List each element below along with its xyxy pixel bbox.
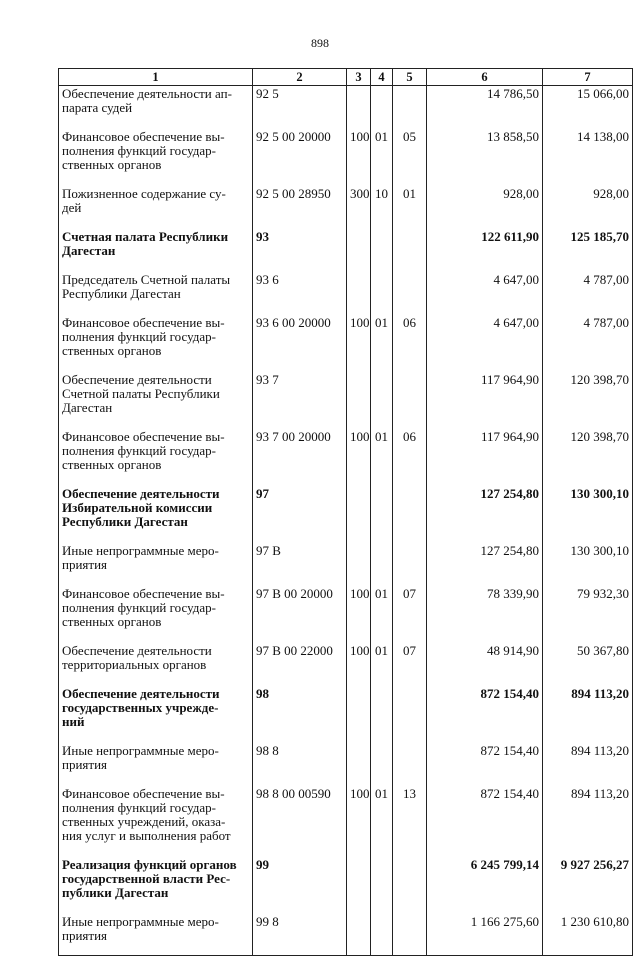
table-row — [59, 743, 633, 786]
row-pr-cell — [393, 229, 427, 272]
row-rz-cell: 01 — [371, 429, 393, 486]
row-value-2025-cell: 894 113,20 — [543, 786, 633, 857]
row-name-cell: Финансовое обеспечение вы- полнения функций государ- ственных органов — [59, 429, 253, 486]
row-name-cell: Счетная палата Республики Дагестан — [59, 229, 253, 272]
row-vr-cell: 100 — [347, 429, 371, 486]
row-vr-cell — [347, 743, 371, 786]
header-col-2: 2 — [253, 69, 347, 86]
row-value-2025-cell: 79 932,30 — [543, 586, 633, 643]
row-vr-cell — [347, 543, 371, 586]
row-name-cell: Финансовое обеспечение вы- полнения функций государ- ственных органов — [59, 315, 253, 372]
row-name-cell: Обеспечение деятельности ап- парата судей — [59, 86, 253, 130]
table-row — [59, 586, 633, 643]
table-row — [59, 86, 633, 130]
row-vr-cell — [347, 486, 371, 543]
row-code-cell: 93 6 — [253, 272, 347, 315]
table-row — [59, 429, 633, 486]
row-value-2025-cell: 894 113,20 — [543, 743, 633, 786]
row-value-2025-cell: 50 367,80 — [543, 643, 633, 686]
row-rz-cell — [371, 686, 393, 743]
row-name-cell: Председатель Счетной палаты Республики Дагестан — [59, 272, 253, 315]
row-pr-cell — [393, 372, 427, 429]
row-rz-cell — [371, 86, 393, 130]
row-code-cell: 92 5 00 20000 — [253, 129, 347, 186]
row-vr-cell: 100 — [347, 586, 371, 643]
row-pr-cell: 01 — [393, 186, 427, 229]
row-rz-cell — [371, 857, 393, 914]
header-col-1: 1 — [59, 69, 253, 86]
row-pr-cell — [393, 686, 427, 743]
row-vr-cell: 300 — [347, 186, 371, 229]
row-vr-cell — [347, 229, 371, 272]
row-name-cell: Иные непрограммные меро- приятия — [59, 914, 253, 956]
row-code-cell: 97 В — [253, 543, 347, 586]
row-vr-cell: 100 — [347, 643, 371, 686]
row-name-cell: Финансовое обеспечение вы- полнения функций государ- ственных учреждений, оказа- ния услуг и выполнения работ — [59, 786, 253, 857]
row-value-2025-cell: 4 787,00 — [543, 272, 633, 315]
table-row — [59, 315, 633, 372]
row-rz-cell — [371, 372, 393, 429]
row-name-cell: Финансовое обеспечение вы- полнения функций государ- ственных органов — [59, 129, 253, 186]
header-row — [59, 69, 633, 86]
row-vr-cell — [347, 686, 371, 743]
header-col-5: 5 — [393, 69, 427, 86]
row-value-2025-cell: 894 113,20 — [543, 686, 633, 743]
row-pr-cell: 13 — [393, 786, 427, 857]
row-pr-cell — [393, 543, 427, 586]
row-pr-cell: 07 — [393, 643, 427, 686]
row-value-2024-cell: 4 647,00 — [427, 272, 543, 315]
table-row — [59, 272, 633, 315]
row-value-2024-cell: 122 611,90 — [427, 229, 543, 272]
row-pr-cell: 05 — [393, 129, 427, 186]
row-rz-cell — [371, 486, 393, 543]
row-value-2024-cell: 13 858,50 — [427, 129, 543, 186]
row-rz-cell — [371, 229, 393, 272]
row-code-cell: 92 5 — [253, 86, 347, 130]
row-value-2024-cell: 14 786,50 — [427, 86, 543, 130]
row-value-2024-cell: 928,00 — [427, 186, 543, 229]
row-value-2025-cell: 928,00 — [543, 186, 633, 229]
row-vr-cell — [347, 914, 371, 956]
row-value-2024-cell: 78 339,90 — [427, 586, 543, 643]
row-vr-cell: 100 — [347, 786, 371, 857]
row-rz-cell — [371, 272, 393, 315]
row-rz-cell — [371, 914, 393, 956]
row-code-cell: 93 7 — [253, 372, 347, 429]
table-body — [59, 86, 633, 956]
row-vr-cell — [347, 857, 371, 914]
row-value-2024-cell: 127 254,80 — [427, 543, 543, 586]
row-vr-cell — [347, 272, 371, 315]
row-value-2025-cell: 130 300,10 — [543, 543, 633, 586]
row-code-cell: 93 7 00 20000 — [253, 429, 347, 486]
row-value-2025-cell: 14 138,00 — [543, 129, 633, 186]
row-value-2025-cell: 120 398,70 — [543, 429, 633, 486]
row-rz-cell: 01 — [371, 315, 393, 372]
row-value-2024-cell: 117 964,90 — [427, 429, 543, 486]
row-value-2025-cell: 15 066,00 — [543, 86, 633, 130]
row-pr-cell — [393, 857, 427, 914]
row-code-cell: 97 — [253, 486, 347, 543]
table-row — [59, 786, 633, 857]
row-name-cell: Финансовое обеспечение вы- полнения функций государ- ственных органов — [59, 586, 253, 643]
row-rz-cell — [371, 743, 393, 786]
row-value-2025-cell: 1 230 610,80 — [543, 914, 633, 956]
table-row — [59, 372, 633, 429]
table-row — [59, 686, 633, 743]
table-row — [59, 486, 633, 543]
row-pr-cell — [393, 914, 427, 956]
table-row — [59, 857, 633, 914]
row-pr-cell: 06 — [393, 315, 427, 372]
table-row — [59, 129, 633, 186]
row-pr-cell: 07 — [393, 586, 427, 643]
row-name-cell: Реализация функций органов государственной власти Рес- публики Дагестан — [59, 857, 253, 914]
row-value-2025-cell: 9 927 256,27 — [543, 857, 633, 914]
row-value-2024-cell: 48 914,90 — [427, 643, 543, 686]
row-vr-cell: 100 — [347, 129, 371, 186]
row-code-cell: 93 — [253, 229, 347, 272]
row-name-cell: Пожизненное содержание су- дей — [59, 186, 253, 229]
row-rz-cell: 01 — [371, 643, 393, 686]
row-rz-cell — [371, 543, 393, 586]
row-value-2024-cell: 4 647,00 — [427, 315, 543, 372]
row-code-cell: 98 8 00 00590 — [253, 786, 347, 857]
row-code-cell: 92 5 00 28950 — [253, 186, 347, 229]
row-value-2024-cell: 6 245 799,14 — [427, 857, 543, 914]
row-value-2025-cell: 130 300,10 — [543, 486, 633, 543]
row-name-cell: Обеспечение деятельности Счетной палаты Республики Дагестан — [59, 372, 253, 429]
row-rz-cell: 01 — [371, 586, 393, 643]
table-row — [59, 543, 633, 586]
table-row — [59, 229, 633, 272]
row-code-cell: 93 6 00 20000 — [253, 315, 347, 372]
row-value-2024-cell: 872 154,40 — [427, 686, 543, 743]
table-row — [59, 914, 633, 956]
row-vr-cell: 100 — [347, 315, 371, 372]
header-col-6: 6 — [427, 69, 543, 86]
row-name-cell: Обеспечение деятельности государственных учрежде- ний — [59, 686, 253, 743]
table-row — [59, 186, 633, 229]
row-value-2024-cell: 117 964,90 — [427, 372, 543, 429]
row-value-2024-cell: 872 154,40 — [427, 786, 543, 857]
row-code-cell: 97 В 00 22000 — [253, 643, 347, 686]
row-pr-cell — [393, 272, 427, 315]
row-code-cell: 99 — [253, 857, 347, 914]
row-value-2025-cell: 4 787,00 — [543, 315, 633, 372]
row-value-2025-cell: 125 185,70 — [543, 229, 633, 272]
row-value-2025-cell: 120 398,70 — [543, 372, 633, 429]
row-value-2024-cell: 1 166 275,60 — [427, 914, 543, 956]
row-name-cell: Обеспечение деятельности Избирательной комиссии Республики Дагестан — [59, 486, 253, 543]
row-name-cell: Иные непрограммные меро- приятия — [59, 743, 253, 786]
row-rz-cell: 01 — [371, 786, 393, 857]
header-col-7: 7 — [543, 69, 633, 86]
row-code-cell: 99 8 — [253, 914, 347, 956]
row-value-2024-cell: 127 254,80 — [427, 486, 543, 543]
row-code-cell: 98 8 — [253, 743, 347, 786]
row-pr-cell — [393, 486, 427, 543]
header-col-4: 4 — [371, 69, 393, 86]
row-code-cell: 98 — [253, 686, 347, 743]
row-pr-cell: 06 — [393, 429, 427, 486]
row-pr-cell — [393, 743, 427, 786]
page-number: 898 — [311, 36, 329, 50]
header-col-3: 3 — [347, 69, 371, 86]
table-row — [59, 643, 633, 686]
row-name-cell: Иные непрограммные меро- приятия — [59, 543, 253, 586]
row-name-cell: Обеспечение деятельности территориальных органов — [59, 643, 253, 686]
row-code-cell: 97 В 00 20000 — [253, 586, 347, 643]
row-vr-cell — [347, 86, 371, 130]
row-vr-cell — [347, 372, 371, 429]
budget-table — [58, 68, 633, 956]
row-rz-cell: 10 — [371, 186, 393, 229]
row-value-2024-cell: 872 154,40 — [427, 743, 543, 786]
row-pr-cell — [393, 86, 427, 130]
row-rz-cell: 01 — [371, 129, 393, 186]
